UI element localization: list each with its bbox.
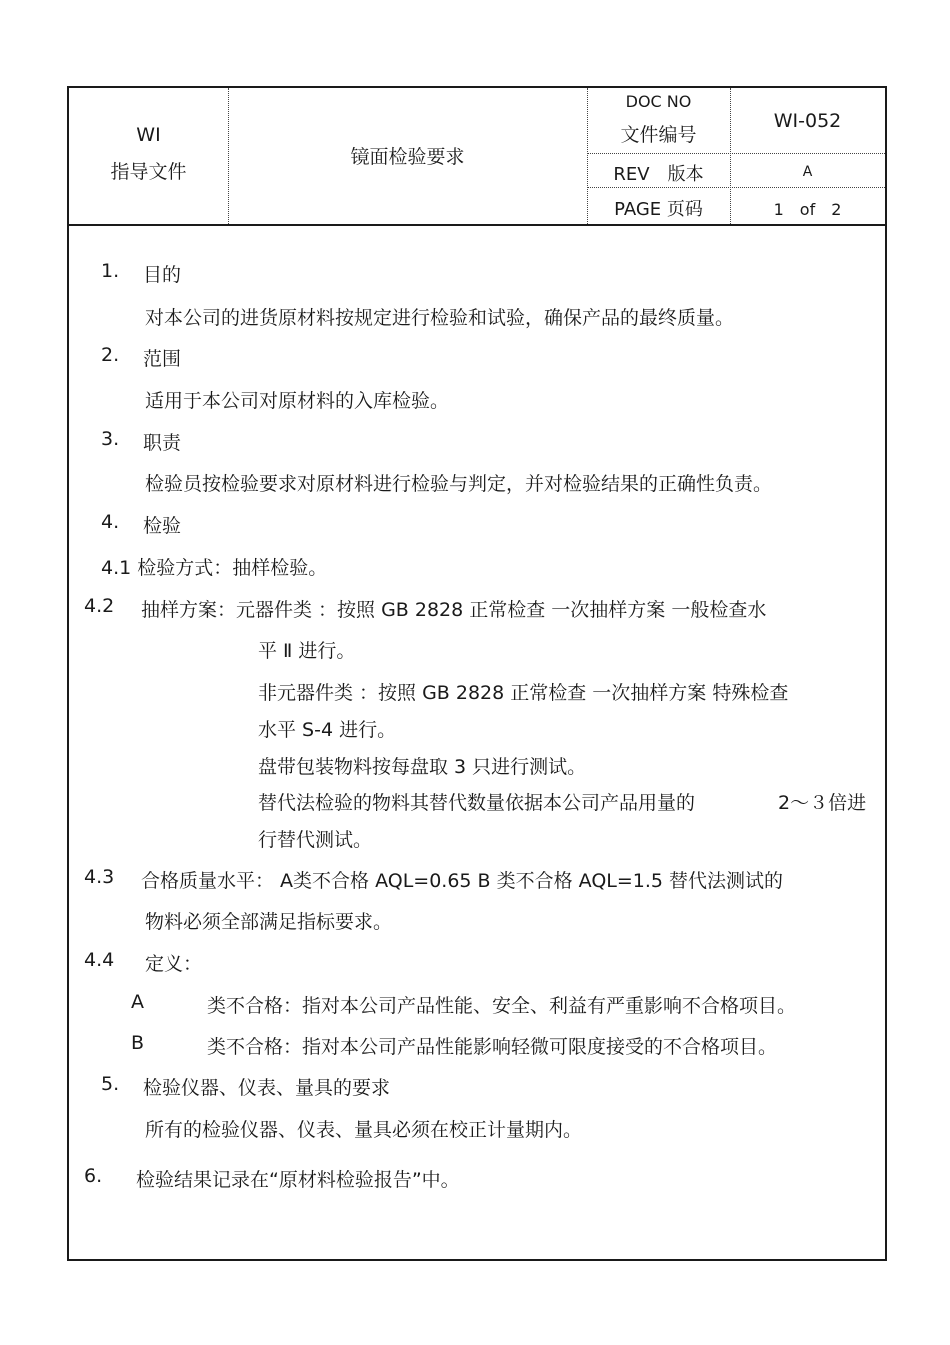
section-4-1: 4.1 检验方式：抽样检验。 — [101, 557, 328, 579]
page-value: 1 of 2 — [773, 200, 842, 219]
section-3-text: 检验员按检验要求对原材料进行检验与判定，并对检验结果的正确性负责。 — [145, 473, 773, 495]
section-4-number: 4. — [101, 511, 120, 533]
section-4-3-line: 物料必须全部满足指标要求。 — [145, 911, 393, 933]
definition-a-text: 类不合格：指对本公司产品性能、安全、利益有严重影响不合格项目。 — [207, 995, 797, 1017]
section-4-2-line: 平 Ⅱ 进行。 — [258, 640, 356, 662]
section-5-text: 所有的检验仪器、仪表、量具必须在校正计量期内。 — [145, 1119, 583, 1141]
section-1-title: 目的 — [143, 264, 182, 286]
section-4-2-line: 2～３倍进 — [778, 792, 867, 814]
section-4-4-title: 定义： — [145, 953, 203, 975]
definition-a-letter: A — [131, 991, 144, 1013]
section-4-title: 检验 — [143, 515, 182, 537]
section-3-title: 职责 — [143, 432, 182, 454]
section-5-number: 5. — [101, 1073, 120, 1095]
rev-label: REV 版本 — [613, 164, 704, 185]
rev-value: A — [802, 164, 813, 180]
section-6-number: 6. — [84, 1165, 103, 1187]
section-4-4-number: 4.4 — [84, 949, 115, 971]
section-2-number: 2. — [101, 344, 120, 366]
definition-b-text: 类不合格：指对本公司产品性能影响轻微可限度接受的不合格项目。 — [207, 1036, 778, 1058]
section-4-2-line: 行替代测试。 — [258, 829, 373, 851]
section-1-text: 对本公司的进货原材料按规定进行检验和试验，确保产品的最终质量。 — [145, 307, 735, 329]
docno-label-en: DOC NO — [625, 92, 692, 111]
header-row-divider — [587, 187, 885, 188]
section-4-3-line: 合格质量水平： A类不合格 AQL=0.65 B 类不合格 AQL=1.5 替代法测试的 — [141, 870, 784, 892]
wi-code: WI — [136, 124, 161, 146]
docno-label-cn: 文件编号 — [620, 124, 697, 146]
section-4-2-number: 4.2 — [84, 595, 115, 617]
section-6-text: 检验结果记录在“原材料检验报告”中。 — [136, 1169, 460, 1191]
section-3-number: 3. — [101, 428, 120, 450]
header-row-divider — [587, 153, 885, 154]
section-4-2-line: 替代法检验的物料其替代数量依据本公司产品用量的 — [258, 792, 696, 814]
section-4-2-line: 抽样方案：元器件类 ：按照 GB 2828 正常检查 一次抽样方案 一般检查水 — [141, 599, 767, 621]
section-4-3-number: 4.3 — [84, 866, 115, 888]
definition-b-letter: B — [131, 1032, 145, 1054]
section-2-text: 适用于本公司对原材料的入库检验。 — [145, 390, 450, 412]
wi-subtitle: 指导文件 — [110, 161, 187, 183]
docno-value: WI-052 — [773, 110, 842, 132]
header-table — [69, 88, 885, 226]
section-1-number: 1. — [101, 260, 120, 282]
page-label: PAGE 页码 — [614, 199, 703, 220]
section-4-2-line: 非元器件类 ：按照 GB 2828 正常检查 一次抽样方案 特殊检查 — [258, 682, 789, 704]
document-title: 镜面检验要求 — [350, 146, 465, 168]
section-2-title: 范围 — [143, 348, 182, 370]
section-4-2-line: 盘带包装物料按每盘取 3 只进行测试。 — [258, 756, 587, 778]
section-5-title: 检验仪器、仪表、量具的要求 — [143, 1077, 391, 1099]
section-4-2-line: 水平 S-4 进行。 — [258, 719, 397, 741]
